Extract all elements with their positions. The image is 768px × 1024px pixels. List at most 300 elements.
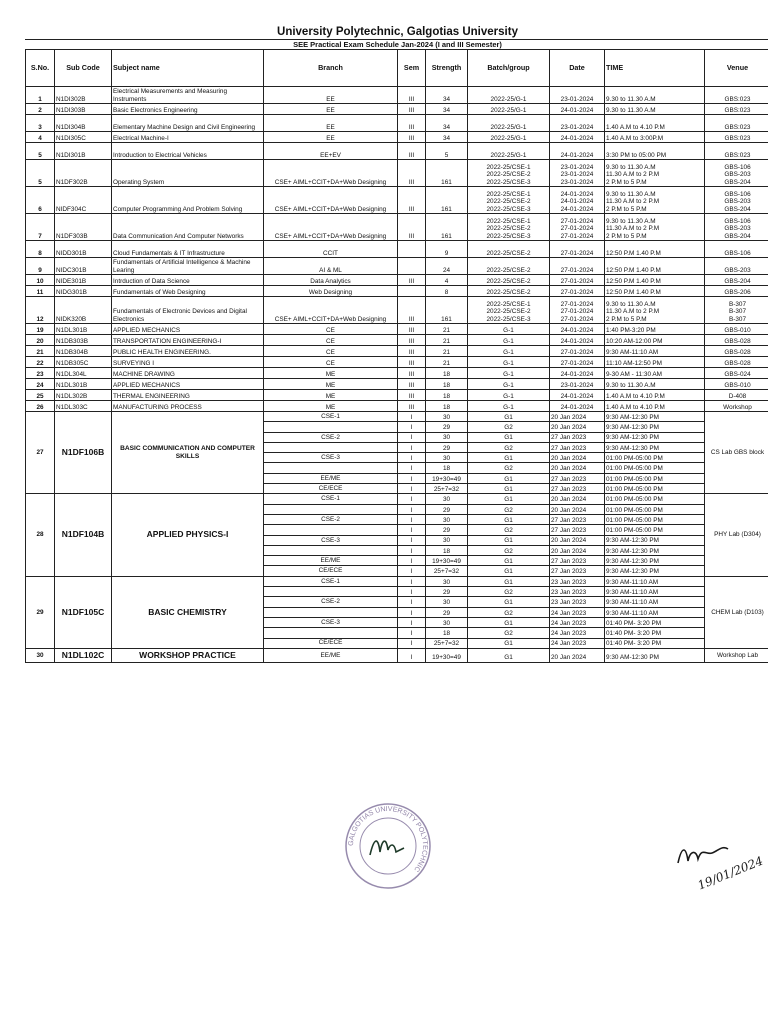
exam-date: 27 Jan 2023 (550, 525, 605, 535)
table-body (26, 87, 768, 412)
batch-group: G1 (468, 566, 550, 576)
semester: III (398, 390, 426, 401)
seal-signature-stroke (370, 841, 404, 855)
serial-number: 1 (26, 87, 55, 104)
table-row (26, 258, 768, 275)
subject-name: Cloud Fundamentals & IT Infrastructure (112, 241, 264, 258)
semester: I (398, 463, 426, 473)
exam-date: 20 Jan 2024 (550, 494, 605, 504)
semester: III (398, 104, 426, 115)
exam-date: 27 Jan 2023 (550, 566, 605, 576)
subject-name: WORKSHOP PRACTICE (112, 648, 264, 662)
branch: CCIT (264, 241, 398, 258)
branch: Web Designing (264, 286, 398, 297)
semester: III (398, 160, 426, 187)
semester: III (398, 401, 426, 412)
handwritten-signature (672, 825, 768, 895)
venue: Workshop (705, 401, 768, 412)
semester: III (398, 187, 426, 214)
batch-group: 2022-25/CSE-1 2022-25/CSE-2 2022-25/CSE-3 (468, 214, 550, 241)
exam-time: 9:30 AM-11:10 AM (605, 587, 705, 597)
exam-date: 24 Jan 2023 (550, 638, 605, 648)
subject-code: NIDE301B (55, 275, 112, 286)
subject-code: NIDG301B (55, 286, 112, 297)
branch: ME (264, 401, 398, 412)
semester: I (398, 473, 426, 483)
serial-number: 6 (26, 187, 55, 214)
strength: 29 (426, 504, 468, 514)
schedule-table (25, 49, 768, 663)
page-subtitle: SEE Practical Exam Schedule Jan-2024 (I and III Semester) (25, 39, 768, 49)
subject-name: Intrduction of Data Science (112, 275, 264, 286)
table-row (26, 160, 768, 187)
venue: CHEM Lab (D103) (705, 576, 768, 648)
exam-time: 9.30 to 11.30 A.M (605, 104, 705, 115)
venue: PHY Lab (D304) (705, 494, 768, 576)
batch-group: G2 (468, 422, 550, 432)
serial-number: 9 (26, 258, 55, 275)
subject-name: APPLIED MECHANICS (112, 324, 264, 335)
batch-group: 2022-25/CSE-1 2022-25/CSE-2 2022-25/CSE-3 (468, 160, 550, 187)
batch-group: G-1 (468, 324, 550, 335)
branch: CSE+ AIML+CCIT+DA+Web Designing (264, 297, 398, 324)
venue: GBS-106 GBS-203 GBS-204 (705, 160, 768, 187)
subject-code: N1DL301B (55, 379, 112, 390)
strength: 18 (426, 401, 468, 412)
table-row (26, 297, 768, 324)
subject-name: Introduction to Electrical Vehicles (112, 143, 264, 160)
exam-time: 9:30 AM-11:10 AM (605, 607, 705, 617)
col-header: Venue (705, 50, 768, 87)
exam-time: 9:30 AM-12:30 PM (605, 422, 705, 432)
semester: I (398, 525, 426, 535)
strength: 18 (426, 390, 468, 401)
branch: CSE-1 (264, 576, 398, 586)
exam-date: 24 Jan 2023 (550, 617, 605, 627)
subject-name: Fundamentals of Artificial Intelligence & Machine Learing (112, 258, 264, 275)
serial-number: 12 (26, 297, 55, 324)
exam-time: 01:00 PM-05:00 PM (605, 504, 705, 514)
venue: CS Lab GBS block (705, 412, 768, 494)
venue: GBS:023 (705, 132, 768, 143)
subject-code: NIDC301B (55, 258, 112, 275)
subject-code: NIDF304C (55, 187, 112, 214)
col-header: Subject name (112, 50, 264, 87)
exam-time: 1.40 A.M to 3:00P.M (605, 132, 705, 143)
exam-date: 23 Jan 2023 (550, 576, 605, 586)
serial-number: 22 (26, 357, 55, 368)
serial-number: 19 (26, 324, 55, 335)
exam-time: 01:00 PM-05:00 PM (605, 525, 705, 535)
strength: 34 (426, 104, 468, 115)
semester: I (398, 617, 426, 627)
strength: 21 (426, 335, 468, 346)
batch-group: 2022-25/CSE-2 (468, 241, 550, 258)
batch-group: G1 (468, 576, 550, 586)
col-header: Sub Code (55, 50, 112, 87)
batch-group: G1 (468, 432, 550, 442)
venue: GBS:023 (705, 115, 768, 132)
table-row (26, 275, 768, 286)
branch: EE/ME (264, 556, 398, 566)
exam-time: 10:20 AM-12:00 PM (605, 335, 705, 346)
batch-group: 2022-25/CSE-2 (468, 258, 550, 275)
branch: CSE-3 (264, 535, 398, 545)
serial-number: 24 (26, 379, 55, 390)
semester: I (398, 556, 426, 566)
batch-group: 2022-25/CSE-2 (468, 286, 550, 297)
branch: CE/ECE (264, 638, 398, 648)
exam-date: 23 Jan 2023 (550, 587, 605, 597)
batch-group: G2 (468, 525, 550, 535)
subject-code: N1DL302B (55, 390, 112, 401)
strength: 30 (426, 597, 468, 607)
strength: 4 (426, 275, 468, 286)
exam-date: 27-01-2024 27-01-2024 27-01-2024 (550, 214, 605, 241)
exam-date: 27-01-2024 (550, 357, 605, 368)
semester: III (398, 132, 426, 143)
subject-code: NIDK320B (55, 297, 112, 324)
branch (264, 545, 398, 555)
col-header: Date (550, 50, 605, 87)
exam-time: 9:30 AM-11:10 AM (605, 597, 705, 607)
subject-name: MACHINE DRAWING (112, 368, 264, 379)
subject-name: Basic Electronics Engineering (112, 104, 264, 115)
strength: 21 (426, 324, 468, 335)
semester: III (398, 324, 426, 335)
serial-number: 23 (26, 368, 55, 379)
batch-group: G1 (468, 484, 550, 494)
exam-date: 20 Jan 2024 (550, 535, 605, 545)
batch-group: G-1 (468, 346, 550, 357)
exam-date: 27-01-2024 (550, 275, 605, 286)
subject-name: TRANSPORTATION ENGINEERING-I (112, 335, 264, 346)
serial-number: 28 (26, 494, 55, 576)
exam-date: 24-01-2024 (550, 335, 605, 346)
exam-time: 9:30 AM-12:30 PM (605, 432, 705, 442)
branch (264, 463, 398, 473)
table-row (26, 324, 768, 335)
strength: 29 (426, 587, 468, 597)
branch: EE (264, 104, 398, 115)
exam-date: 24 Jan 2023 (550, 628, 605, 638)
serial-number: 29 (26, 576, 55, 648)
strength: 161 (426, 214, 468, 241)
subject-code: N1DL304L (55, 368, 112, 379)
semester: I (398, 587, 426, 597)
batch-group: G2 (468, 463, 550, 473)
semester: I (398, 576, 426, 586)
serial-number: 8 (26, 241, 55, 258)
semester: I (398, 545, 426, 555)
batch-group: G-1 (468, 335, 550, 346)
branch: EE+EV (264, 143, 398, 160)
exam-date: 27-01-2024 (550, 241, 605, 258)
branch: CSE+ AIML+CCIT+DA+Web Designing (264, 160, 398, 187)
table-row (26, 379, 768, 390)
table-row (26, 346, 768, 357)
batch-group: G2 (468, 607, 550, 617)
branch (264, 607, 398, 617)
subject-code: N1DI301B (55, 143, 112, 160)
serial-number: 5 (26, 143, 55, 160)
exam-date: 24-01-2024 (550, 132, 605, 143)
subject-code: N1DI304B (55, 115, 112, 132)
col-header: Branch (264, 50, 398, 87)
exam-time: 9.30 to 11.30 A.M 11.30 A.M to 2 P.M 2 P.M to 5 P.M (605, 187, 705, 214)
strength: 19+30=49 (426, 473, 468, 483)
semester: III (398, 357, 426, 368)
exam-date: 24-01-2024 (550, 368, 605, 379)
table-row (26, 494, 768, 504)
table-row (26, 335, 768, 346)
semester: III (398, 87, 426, 104)
subject-code: N1DF302B (55, 160, 112, 187)
exam-time: 9.30 to 11.30 A.M 11.30 A.M to 2 P.M 2 P.M to 5 P.M (605, 160, 705, 187)
batch-group: 2022-25/G-1 (468, 87, 550, 104)
venue: GBS-106 GBS-203 GBS-204 (705, 214, 768, 241)
strength: 34 (426, 115, 468, 132)
branch: EE/ME (264, 473, 398, 483)
batch-group: 2022-25/CSE-1 2022-25/CSE-2 2022-25/CSE-3 (468, 187, 550, 214)
batch-group: 2022-25/G-1 (468, 115, 550, 132)
strength: 18 (426, 628, 468, 638)
subject-code: N1DL102C (55, 648, 112, 662)
venue: GBS-010 (705, 324, 768, 335)
exam-time: 01:00 PM-05:00 PM (605, 473, 705, 483)
batch-group: G1 (468, 556, 550, 566)
table-body-first-sem (26, 412, 768, 663)
strength: 9 (426, 241, 468, 258)
page-title: University Polytechnic, Galgotias University (277, 26, 518, 38)
exam-date: 27 Jan 2023 (550, 514, 605, 524)
exam-time: 01:00 PM-05:00 PM (605, 494, 705, 504)
strength: 18 (426, 368, 468, 379)
semester: I (398, 607, 426, 617)
venue: GBS-106 (705, 241, 768, 258)
strength: 161 (426, 297, 468, 324)
branch (264, 422, 398, 432)
strength: 29 (426, 442, 468, 452)
subject-name: Electrical Measurements and Measuring Instruments (112, 87, 264, 104)
strength: 21 (426, 357, 468, 368)
col-header: Strength (426, 50, 468, 87)
strength: 5 (426, 143, 468, 160)
exam-date: 20 Jan 2024 (550, 463, 605, 473)
branch: CE (264, 346, 398, 357)
subject-name: Data Communication And Computer Networks (112, 214, 264, 241)
venue: GBS-010 (705, 379, 768, 390)
strength: 29 (426, 607, 468, 617)
serial-number: 30 (26, 648, 55, 662)
strength: 161 (426, 160, 468, 187)
semester: I (398, 494, 426, 504)
semester: I (398, 412, 426, 422)
venue: GBS:023 (705, 104, 768, 115)
branch: EE (264, 87, 398, 104)
subject-name: Fundamentals of Electronic Devices and Digital Electronics (112, 297, 264, 324)
exam-date: 24-01-2024 (550, 143, 605, 160)
subject-code: N1DL303C (55, 401, 112, 412)
semester: I (398, 628, 426, 638)
table-row (26, 132, 768, 143)
batch-group: G2 (468, 545, 550, 555)
exam-time: 9:30 AM-12:30 PM (605, 442, 705, 452)
batch-group: G-1 (468, 390, 550, 401)
strength: 29 (426, 422, 468, 432)
batch-group: G1 (468, 535, 550, 545)
table-row (26, 412, 768, 422)
exam-date: 24 Jan 2023 (550, 607, 605, 617)
exam-time: 9:30 AM-12:30 PM (605, 545, 705, 555)
branch: CSE+ AIML+CCIT+DA+Web Designing (264, 214, 398, 241)
table-row (26, 368, 768, 379)
strength: 25+7=32 (426, 566, 468, 576)
branch: ME (264, 379, 398, 390)
strength: 30 (426, 576, 468, 586)
batch-group: 2022-25/CSE-2 (468, 275, 550, 286)
exam-date: 23-01-2024 23-01-2024 23-01-2024 (550, 160, 605, 187)
strength: 25+7=32 (426, 638, 468, 648)
table-row (26, 187, 768, 214)
exam-time: 9.30 to 11.30 A.M 11.30 A.M to 2 P.M 2 P.M to 5 P.M (605, 214, 705, 241)
branch (264, 442, 398, 452)
exam-time: 9.30 to 11.30 A.M 11.30 A.M to 2 P.M 2 P.M to 5 P.M (605, 297, 705, 324)
exam-date: 27 Jan 2023 (550, 473, 605, 483)
exam-date: 20 Jan 2024 (550, 648, 605, 662)
batch-group: G2 (468, 442, 550, 452)
batch-group: G-1 (468, 368, 550, 379)
serial-number: 21 (26, 346, 55, 357)
exam-date: 20 Jan 2024 (550, 504, 605, 514)
exam-time: 9:30 AM-12:30 PM (605, 412, 705, 422)
strength: 30 (426, 617, 468, 627)
exam-date: 27 Jan 2023 (550, 432, 605, 442)
exam-time: 01:00 PM-05:00 PM (605, 484, 705, 494)
serial-number: 27 (26, 412, 55, 494)
venue: GBS-028 (705, 335, 768, 346)
semester: I (398, 535, 426, 545)
exam-date: 27 Jan 2023 (550, 556, 605, 566)
batch-group: G-1 (468, 379, 550, 390)
serial-number: 2 (26, 104, 55, 115)
strength: 29 (426, 525, 468, 535)
exam-date: 27 Jan 2023 (550, 442, 605, 452)
strength: 30 (426, 453, 468, 463)
strength: 30 (426, 494, 468, 504)
batch-group: 2022-25/CSE-1 2022-25/CSE-2 2022-25/CSE-3 (468, 297, 550, 324)
strength: 21 (426, 346, 468, 357)
branch: CSE-3 (264, 617, 398, 627)
subject-code: N1DB304B (55, 346, 112, 357)
venue: GBS-028 (705, 357, 768, 368)
subject-code: N1DI305C (55, 132, 112, 143)
branch: CSE-3 (264, 453, 398, 463)
subject-name: Operating System (112, 160, 264, 187)
batch-group: G-1 (468, 357, 550, 368)
serial-number: 25 (26, 390, 55, 401)
semester: I (398, 432, 426, 442)
branch: CE (264, 357, 398, 368)
branch (264, 504, 398, 514)
exam-time: 1:40 PM-3:20 PM (605, 324, 705, 335)
table-row (26, 143, 768, 160)
branch: Data Analytics (264, 275, 398, 286)
subject-code: N1DB305C (55, 357, 112, 368)
venue: GBS:023 (705, 143, 768, 160)
branch: ME (264, 390, 398, 401)
serial-number: 26 (26, 401, 55, 412)
semester: III (398, 379, 426, 390)
exam-time: 01:40 PM- 3:20 PM (605, 638, 705, 648)
exam-date: 23-01-2024 (550, 379, 605, 390)
exam-date: 24-01-2024 (550, 104, 605, 115)
table-row (26, 214, 768, 241)
exam-date: 27-01-2024 27-01-2024 27-01-2024 (550, 297, 605, 324)
strength: 19+30=49 (426, 648, 468, 662)
venue: B-307 B-307 B-307 (705, 297, 768, 324)
venue: GBS-106 GBS-203 GBS-204 (705, 187, 768, 214)
exam-time: 01:40 PM- 3:20 PM (605, 628, 705, 638)
semester: I (398, 484, 426, 494)
strength: 30 (426, 412, 468, 422)
exam-time: 01:00 PM-05:00 PM (605, 453, 705, 463)
subject-code: N1DI302B (55, 87, 112, 104)
exam-time: 9:30 AM-11:10 AM (605, 576, 705, 586)
branch: ME (264, 368, 398, 379)
semester: III (398, 335, 426, 346)
strength: 161 (426, 187, 468, 214)
batch-group: G-1 (468, 401, 550, 412)
table-row (26, 390, 768, 401)
schedule-sheet (25, 26, 768, 663)
exam-time: 12:50 P.M 1.40 P.M (605, 286, 705, 297)
branch: CE/ECE (264, 484, 398, 494)
batch-group: G1 (468, 648, 550, 662)
exam-time: 1.40 A.M to 4.10 P.M (605, 390, 705, 401)
exam-date: 20 Jan 2024 (550, 453, 605, 463)
subject-code: N1DL301B (55, 324, 112, 335)
venue: GBS-206 (705, 286, 768, 297)
strength: 8 (426, 286, 468, 297)
semester: I (398, 648, 426, 662)
batch-group: G1 (468, 412, 550, 422)
exam-date: 27-01-2024 (550, 258, 605, 275)
venue: GBS-203 (705, 258, 768, 275)
batch-group: G1 (468, 638, 550, 648)
table-row (26, 115, 768, 132)
strength: 30 (426, 514, 468, 524)
table-row (26, 648, 768, 662)
subject-name: Fundamentals of Web Designing (112, 286, 264, 297)
batch-group: 2022-25/G-1 (468, 132, 550, 143)
venue: GBS:023 (705, 87, 768, 104)
exam-time: 9.30 to 11.30 A.M (605, 379, 705, 390)
semester: I (398, 422, 426, 432)
semester: I (398, 566, 426, 576)
branch: CE/ECE (264, 566, 398, 576)
seal-ring-text: GALGOTIAS UNIVERSITY POLYTECHNIC (347, 805, 429, 873)
table-row (26, 286, 768, 297)
subject-name: PUBLIC HEALTH ENGINEERING. (112, 346, 264, 357)
branch: CSE-2 (264, 597, 398, 607)
semester: I (398, 442, 426, 452)
batch-group: 2022-25/G-1 (468, 104, 550, 115)
serial-number: 10 (26, 275, 55, 286)
branch: CSE-1 (264, 412, 398, 422)
exam-date: 23-01-2024 (550, 115, 605, 132)
batch-group: G1 (468, 494, 550, 504)
